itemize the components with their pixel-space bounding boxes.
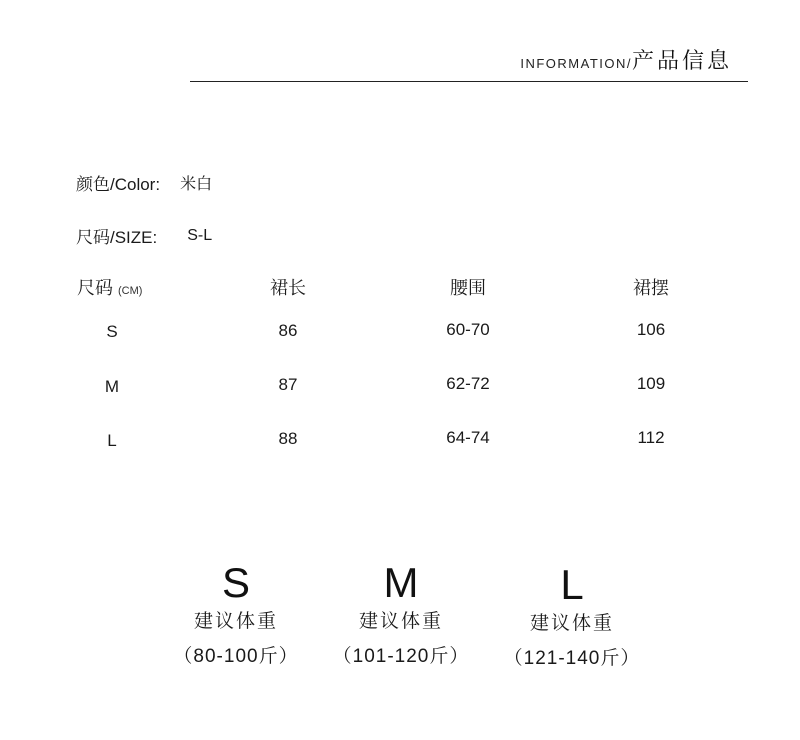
header-title-cn: 产品信息 [631, 48, 732, 73]
weight-guide-s [173, 559, 299, 668]
table-cell: 106 [636, 320, 666, 339]
table-header-length: 裙长 [270, 278, 306, 298]
weight-size-letter: L [560, 561, 584, 608]
weight-guide-l [503, 561, 641, 670]
table-unit: (CM) [118, 285, 143, 297]
table-cell: M [104, 377, 120, 396]
table-header-size [77, 274, 142, 300]
table-cell: 88 [278, 429, 298, 448]
size-value: S-L [187, 226, 213, 244]
table-cell: 62-72 [446, 374, 490, 393]
weight-range: （101-120斤） [332, 646, 470, 667]
table-header-waist: 腰围 [450, 278, 486, 298]
table-header-hem: 裙摆 [633, 278, 669, 298]
weight-guide-m [332, 559, 470, 668]
table-cell: 112 [637, 428, 665, 447]
color-spec [76, 170, 212, 195]
weight-label: 建议体重 [193, 611, 279, 632]
table-cell: 87 [278, 375, 298, 394]
weight-size-letter: M [383, 559, 419, 606]
header-title [520, 44, 732, 75]
size-spec [76, 223, 212, 248]
weight-range: （121-140斤） [503, 648, 641, 669]
header-divider [190, 81, 748, 82]
weight-label: 建议体重 [529, 613, 615, 634]
header-title-en: INFORMATION/ [520, 56, 632, 71]
color-value: 米白 [180, 176, 213, 193]
table-header-size-label: 尺码 [77, 278, 113, 298]
table-cell: 60-70 [446, 320, 490, 339]
table-cell: L [107, 431, 117, 450]
weight-size-letter: S [221, 559, 251, 606]
table-cell: 109 [636, 374, 666, 393]
size-label: 尺码/SIZE: [76, 228, 158, 247]
weight-label: 建议体重 [358, 611, 444, 632]
color-label: 颜色/Color: [76, 175, 161, 194]
weight-range: （80-100斤） [173, 646, 299, 667]
table-cell: 64-74 [446, 428, 490, 447]
table-cell: S [106, 322, 118, 341]
table-cell: 86 [278, 321, 298, 340]
